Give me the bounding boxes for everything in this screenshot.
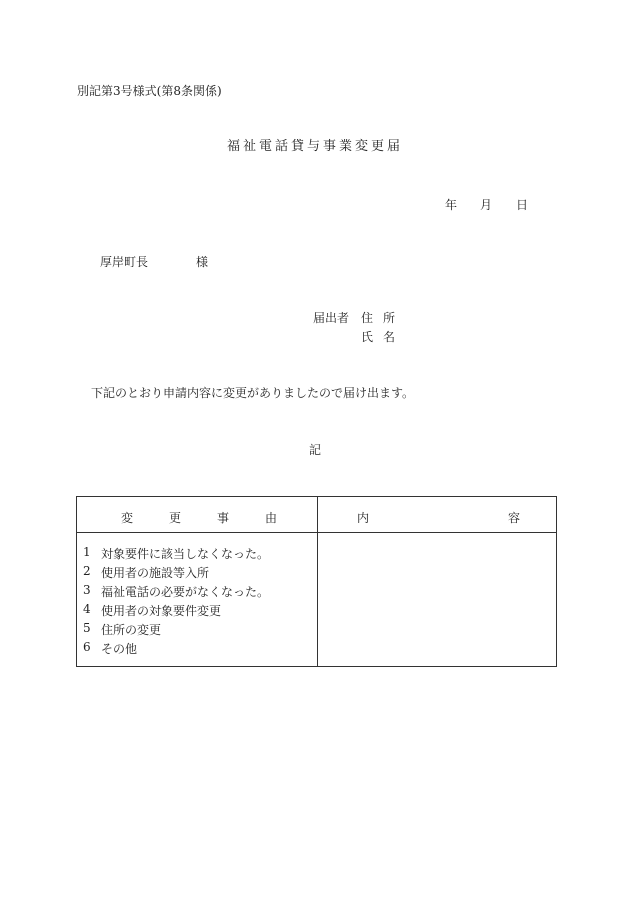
header-char: 由 bbox=[265, 511, 278, 525]
item-text: その他 bbox=[101, 642, 138, 656]
header-change-reason bbox=[121, 509, 277, 526]
applicant-label: 届出者 bbox=[313, 311, 350, 325]
item-number: 1 bbox=[83, 545, 91, 559]
form-title: 福祉電話貸与事業変更届 bbox=[226, 139, 403, 154]
form-id: 別記第3号様式(第8条関係) bbox=[77, 84, 222, 98]
column-divider bbox=[317, 497, 318, 666]
item-text: 対象要件に該当しなくなった。 bbox=[101, 547, 270, 561]
item-text: 住所の変更 bbox=[101, 623, 162, 637]
list-item bbox=[83, 545, 269, 564]
date-year: 年 bbox=[445, 198, 458, 212]
list-item bbox=[83, 583, 269, 602]
header-content-char: 容 bbox=[508, 511, 521, 525]
body-text: 下記のとおり申請内容に変更がありましたので届け出ます。 bbox=[91, 386, 415, 400]
header-char: 事 bbox=[217, 511, 230, 525]
item-number: 5 bbox=[83, 621, 91, 635]
header-content-char: 内 bbox=[357, 511, 370, 525]
change-table bbox=[76, 496, 557, 667]
addressee-suffix: 様 bbox=[196, 255, 209, 269]
list-item bbox=[83, 564, 269, 583]
item-text: 使用者の施設等入所 bbox=[101, 566, 210, 580]
item-number: 2 bbox=[83, 564, 91, 578]
ki-heading: 記 bbox=[308, 443, 321, 457]
list-item bbox=[83, 621, 269, 640]
header-char: 変 bbox=[121, 511, 134, 525]
addressee-name: 厚岸町長 bbox=[100, 255, 149, 269]
address-label: 住所 bbox=[361, 311, 406, 325]
item-number: 4 bbox=[83, 602, 91, 616]
reason-list bbox=[83, 545, 269, 659]
list-item bbox=[83, 640, 269, 659]
date-month: 月 bbox=[480, 198, 493, 212]
item-number: 6 bbox=[83, 640, 91, 654]
header-char: 更 bbox=[169, 511, 182, 525]
list-item bbox=[83, 602, 269, 621]
date-day: 日 bbox=[516, 198, 529, 212]
name-label: 氏名 bbox=[361, 330, 406, 344]
item-number: 3 bbox=[83, 583, 91, 597]
item-text: 福祉電話の必要がなくなった。 bbox=[101, 585, 270, 599]
item-text: 使用者の対象要件変更 bbox=[101, 604, 222, 618]
